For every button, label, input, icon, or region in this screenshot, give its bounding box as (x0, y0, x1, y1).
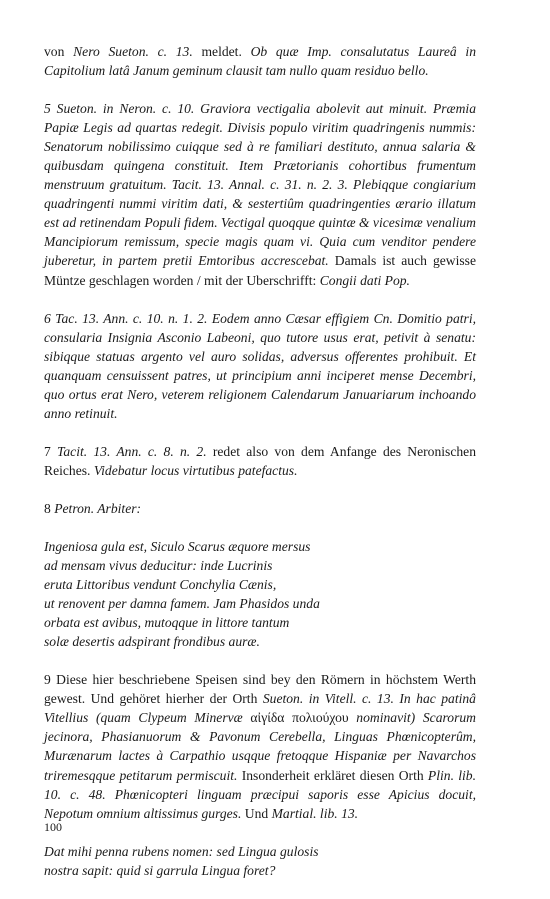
text: Insonderheit erkläret diesen Orth (237, 767, 428, 783)
poem-line: ut renovent per damna famem. Jam Phasidos unda (44, 596, 320, 612)
poem-line: ad mensam vivus deducitur: inde Lucrinis (44, 558, 273, 574)
footnote-7 (44, 442, 476, 480)
poem-line: nostra sapit: quid si garrula Lingua foret? (44, 862, 276, 878)
latin-quote: Sueton. in Vitell. c. 13. In hac patinâ Vitellius (quam Clypeum Minervæ (44, 691, 476, 726)
latin-quote: Videbatur locus virtutibus patefactus. (93, 462, 298, 478)
text: von (44, 44, 74, 59)
poem-martial (44, 842, 476, 880)
poem-line: Ingeniosa gula est, Siculo Scarus æquore mersus (44, 538, 311, 554)
text: 7 (44, 443, 58, 459)
text: meldet. (192, 44, 251, 59)
poem-line: eruta Littoribus vendunt Conchylia Cænis, (44, 577, 277, 593)
footnote-6 (44, 309, 476, 423)
latin-quote: 5 Sueton. in Neron. c. 10. Graviora vectigalia abolevit aut minuit. Præmia Papiæ Legis ad quartas redegit. Divisis populo viritim quadringenis nummis: Senatorum nobilissimo cuiqque sed à re familiari destituto, annua salaria & quibusdam quingena constituit. Item Prætorianis cohortibus frumentum menstruum gratuitum. Tacit. 13. Annal. c. 31. n. 2. 3. Plebiqque congiarium quadringenti nummi viritim dati, & sestertiûm quadringenties ærario illatum est ad retinendam Populi fidem. Vectigal quoqque quintæ & vicesimæ venalium Mancipiorum remissum, specie magis quam vi. Quia cum venditor pendere juberetur, in partem pretii Emtoribus accrescebat. (44, 101, 476, 269)
page-number: 100 (44, 820, 62, 834)
citation: Martial. lib. 13. (271, 805, 359, 821)
poem-line: Dat mihi penna rubens nomen: sed Lingua gulosis (44, 843, 319, 859)
text: redet also von dem Anfange des Neronischen Reiches. (44, 443, 477, 478)
greek-text: αἰγίδα πολιούχου (250, 710, 349, 726)
poem-petronius (44, 537, 476, 651)
poem-line: orbata est avibus, mutoqque in littore tantum (44, 615, 290, 631)
footnotes-block (44, 42, 476, 899)
footnote-5 (44, 99, 476, 289)
text: Damals ist auch gewisse Müntze geschlagen worden / mit der Uberschrifft: (44, 253, 476, 288)
latin-quote: Ob quæ Imp. consalutatus Laureâ in Capitolium latâ Janum geminum clausit tam nullo quam residuo bello. (44, 44, 476, 79)
citation: Nero Sueton. c. 13. (73, 44, 193, 59)
latin-quote: nominavit) Scarorum jecinora, Phasianuorum & Pavonum Cerebella, Linguas Phœnicopterûm, Murænarum lactes à Carpathio usqque fretoqque Hispaniæ per Navarchos triremesqque petitarum permiscuit. (44, 710, 476, 783)
citation: Tacit. 13. Ann. c. 8. n. 2. (57, 443, 207, 459)
citation: Petron. Arbiter: (54, 500, 142, 516)
poem-line: solæ desertis adspirant frondibus auræ. (44, 634, 260, 650)
coin-inscription: Congii dati Pop. (319, 272, 410, 288)
latin-quote: 6 Tac. 13. Ann. c. 10. n. 1. 2. Eodem anno Cæsar effigiem Cn. Domitio patri, consularia Insignia Asconio Labeoni, quo tutore usus erat, petivit à senatu: sibiqque statuas argento vel auro solidas, adversus offerentes prohibuit. Et quanquam censuissent patres, ut principium anni inciperet mense Decembri, quo ortus erat Nero, veterem religionem Calendarum Januariarum inchoando anno retinuit. (44, 310, 476, 421)
text: 9 Diese hier beschriebene Speisen sind bey den Römern in höchstem Werth gewest. Und gehöret hierher der Orth (44, 672, 476, 707)
text: Und (241, 805, 272, 821)
latin-quote: Plin. lib. 10. c. 48. Phœnicopteri linguam præcipui saporis esse Apicius docuit, Nepotum omnium altissimus gurges. (44, 767, 476, 821)
footnote-9 (44, 670, 476, 822)
footnote-8 (44, 499, 476, 518)
text: 8 (44, 500, 55, 516)
footnote-continuation (44, 42, 476, 80)
